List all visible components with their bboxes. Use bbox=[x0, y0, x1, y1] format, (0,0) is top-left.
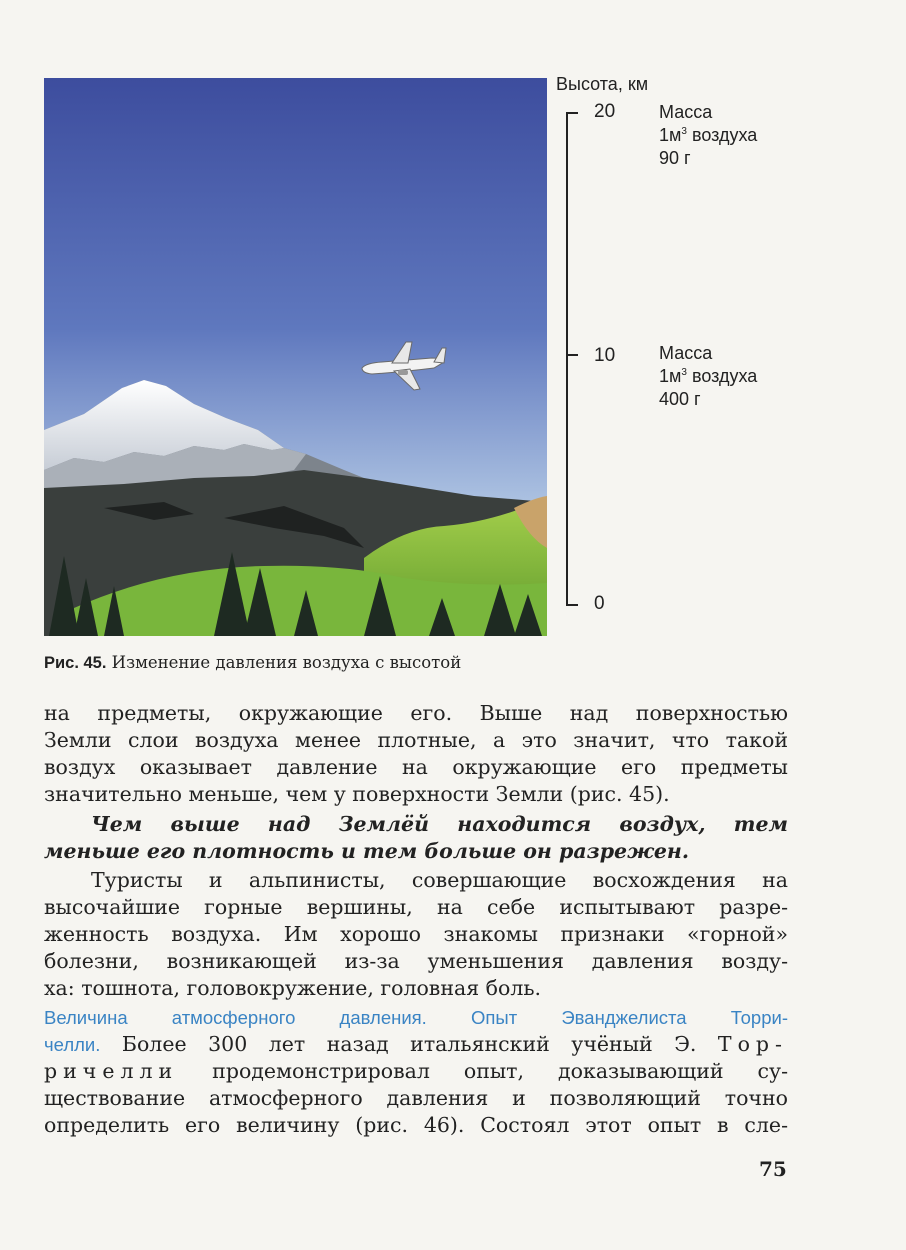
section-heading-end: челли. bbox=[44, 1034, 101, 1055]
paragraph-line: на предметы, окружающие его. Выше над поверхностью bbox=[44, 701, 788, 725]
paragraph-line: женность воздуха. Им хорошо знакомы признаки «горной» bbox=[44, 922, 788, 946]
page-number: 75 bbox=[759, 1157, 787, 1181]
tick-label-20: 20 bbox=[594, 101, 616, 122]
mass-line1: Масса bbox=[659, 343, 713, 363]
mass-line2: $1м^3$ воздуха bbox=[659, 125, 758, 145]
paragraph-line: челли. Более 300 лет назад итальянский учёный Э. Тор- bbox=[44, 1032, 788, 1056]
mass-label-20km bbox=[659, 101, 757, 170]
paragraph-line: ществование атмосферного давления и позволяющий точно bbox=[44, 1086, 788, 1110]
spaced-name: Тор- bbox=[717, 1032, 788, 1056]
paragraph-line: ха: тошнота, головокружение, головная боль. bbox=[44, 976, 542, 1000]
paragraph-line: значительно меньше, чем у поверхности Земли (рис. 45). bbox=[44, 782, 670, 806]
tick-mark-10 bbox=[566, 354, 578, 356]
spaced-name: ричелли bbox=[44, 1059, 179, 1083]
figure-number: Рис. 45. bbox=[44, 654, 107, 672]
figure-caption bbox=[44, 653, 461, 673]
tick-label-10: 10 bbox=[594, 345, 616, 366]
rule-line: Чем выше над Землёй находится воздух, тем bbox=[91, 812, 788, 836]
figure-illustration bbox=[44, 78, 547, 636]
paragraph-line: ричелли продемонстрировал опыт, доказывающий су- bbox=[44, 1059, 788, 1083]
mass-line1: Масса bbox=[659, 102, 713, 122]
paragraph-line: Туристы и альпинисты, совершающие восхождения на bbox=[91, 868, 788, 892]
mass-label-10km bbox=[659, 342, 757, 411]
tick-mark-0 bbox=[566, 604, 578, 606]
section-heading-line bbox=[44, 1003, 788, 1032]
mass-line2: $1м^3$ воздуха bbox=[659, 366, 758, 386]
mass-line3: 90 г bbox=[659, 148, 691, 168]
rule-line: меньше его плотность и тем больше он разрежен. bbox=[44, 839, 689, 863]
paragraph-line: определить его величину (рис. 46). Состоял этот опыт в сле- bbox=[44, 1113, 788, 1137]
paragraph-line: Земли слои воздуха менее плотные, а это значит, что такой bbox=[44, 728, 788, 752]
height-axis-line bbox=[566, 112, 568, 606]
axis-title: Высота, км bbox=[556, 74, 649, 94]
mass-line3: 400 г bbox=[659, 389, 701, 409]
paragraph-line: болезни, возникающей из-за уменьшения давления возду- bbox=[44, 949, 788, 973]
tick-label-0: 0 bbox=[594, 593, 605, 614]
paragraph-line: воздух оказывает давление на окружающие его предметы bbox=[44, 755, 788, 779]
section-heading: Величина атмосферного давления. Опыт Эванджелиста Торри- bbox=[44, 1007, 788, 1028]
tick-mark-20 bbox=[566, 112, 578, 114]
caption-text: Изменение давления воздуха с высотой bbox=[106, 653, 462, 672]
paragraph-line: высочайшие горные вершины, на себе испытывают разре- bbox=[44, 895, 788, 919]
